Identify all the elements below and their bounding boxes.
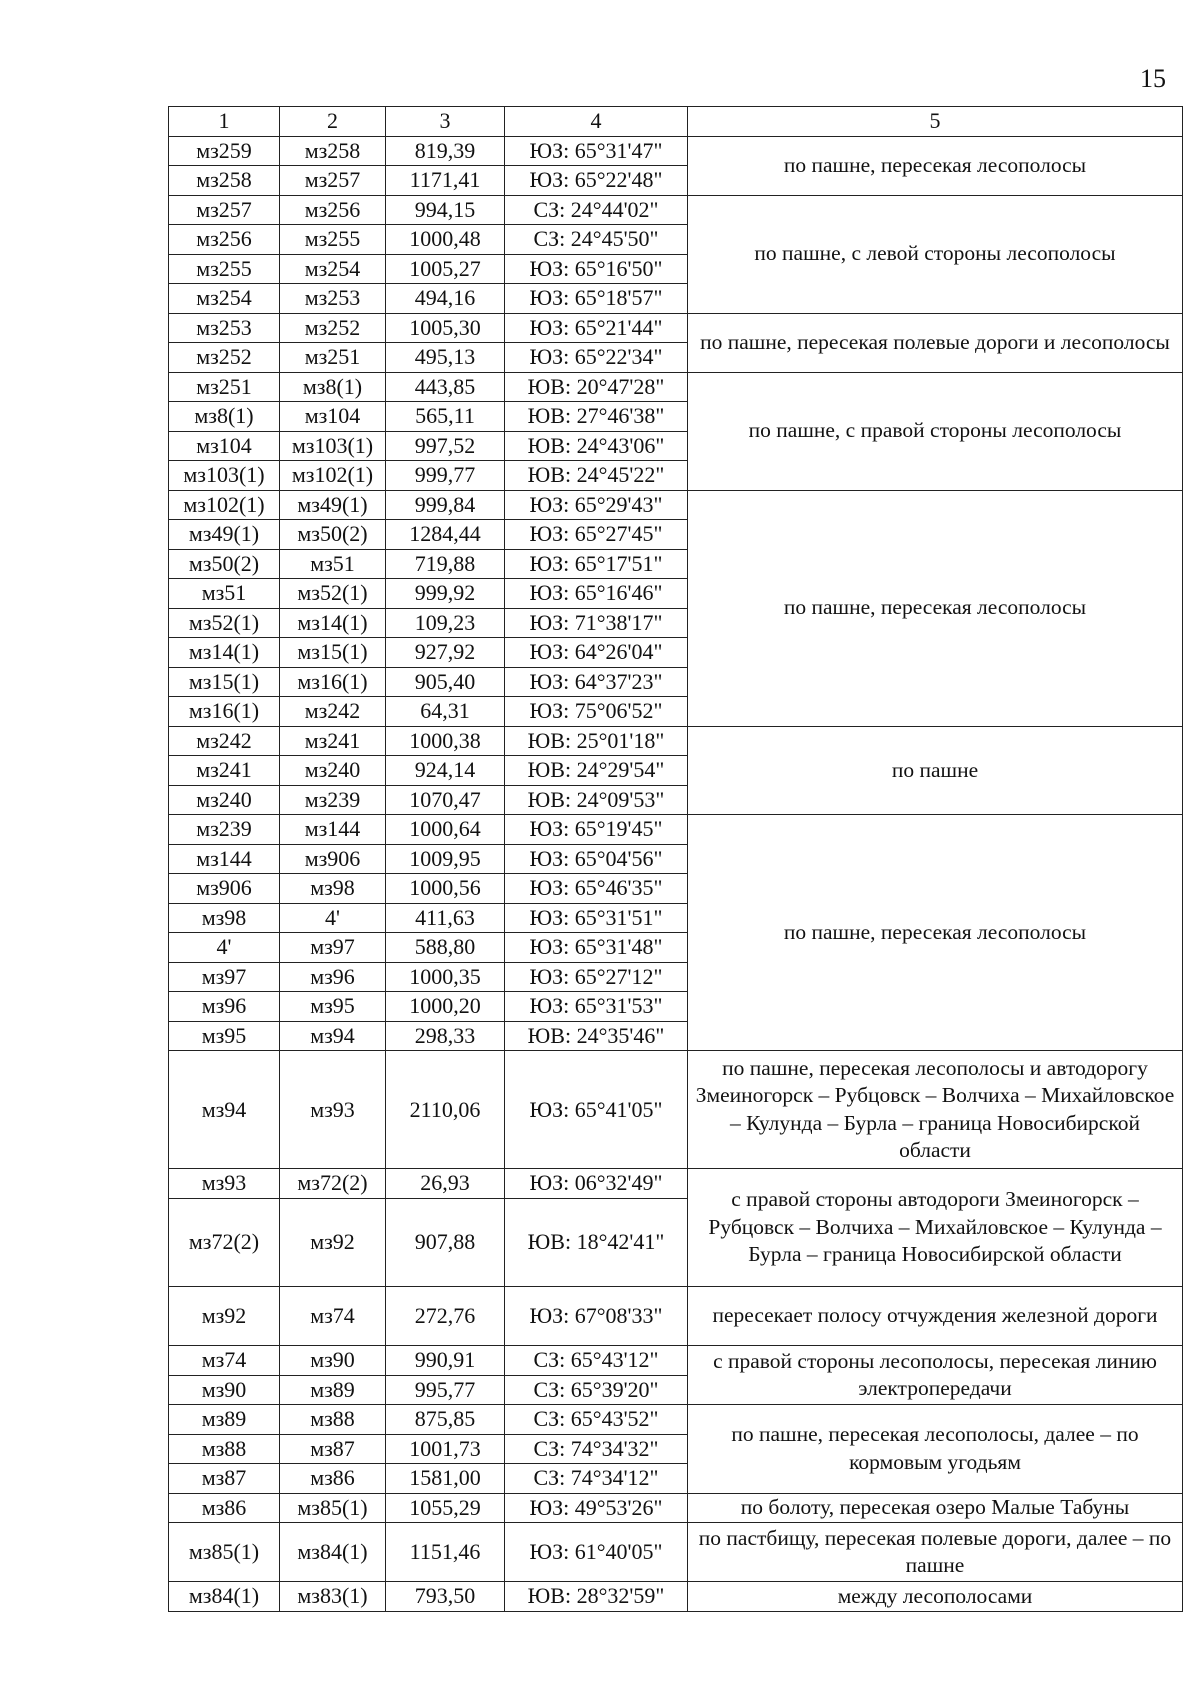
start-point-cell: мз103(1) — [169, 461, 280, 491]
end-point-cell: мз16(1) — [280, 667, 386, 697]
bearing-cell: ЮЗ: 64°37'23" — [505, 667, 688, 697]
route-description-cell: по пашне — [688, 726, 1183, 815]
start-point-cell: мз94 — [169, 1051, 280, 1169]
length-cell: 2110,06 — [386, 1051, 505, 1169]
bearing-cell: ЮЗ: 49°53'26" — [505, 1493, 688, 1523]
bearing-cell: ЮЗ: 65°27'45" — [505, 520, 688, 550]
start-point-cell: мз86 — [169, 1493, 280, 1523]
length-cell: 443,85 — [386, 372, 505, 402]
end-point-cell: 4' — [280, 903, 386, 933]
end-point-cell: мз87 — [280, 1434, 386, 1464]
end-point-cell: мз92 — [280, 1198, 386, 1287]
bearing-cell: ЮВ: 25°01'18" — [505, 726, 688, 756]
end-point-cell: мз50(2) — [280, 520, 386, 550]
start-point-cell: мз242 — [169, 726, 280, 756]
table-row — [169, 313, 1183, 343]
end-point-cell: мз256 — [280, 195, 386, 225]
start-point-cell: мз253 — [169, 313, 280, 343]
length-cell: 1151,46 — [386, 1523, 505, 1582]
start-point-cell: мз259 — [169, 136, 280, 166]
start-point-cell: мз89 — [169, 1405, 280, 1435]
end-point-cell: мз251 — [280, 343, 386, 373]
table-body — [169, 136, 1183, 1611]
route-description-cell: с правой стороны автодороги Змеиногорск – Рубцовск – Волчиха – Михайловское – Кулунда – Бурла – граница Новосибирской области — [688, 1169, 1183, 1287]
start-point-cell: мз14(1) — [169, 638, 280, 668]
table-row — [169, 1582, 1183, 1612]
bearing-cell: ЮЗ: 65°16'46" — [505, 579, 688, 609]
bearing-cell: ЮЗ: 65°22'48" — [505, 166, 688, 196]
length-cell: 1055,29 — [386, 1493, 505, 1523]
table-row — [169, 1287, 1183, 1346]
start-point-cell: 4' — [169, 933, 280, 963]
length-cell: 819,39 — [386, 136, 505, 166]
end-point-cell: мз257 — [280, 166, 386, 196]
start-point-cell: мз144 — [169, 844, 280, 874]
bearing-cell: ЮЗ: 65°19'45" — [505, 815, 688, 845]
route-description-cell: между лесополосами — [688, 1582, 1183, 1612]
table-row — [169, 136, 1183, 166]
route-description-cell: с правой стороны лесополосы, пересекая линию электропередачи — [688, 1346, 1183, 1405]
start-point-cell: мз102(1) — [169, 490, 280, 520]
end-point-cell: мз242 — [280, 697, 386, 727]
length-cell: 793,50 — [386, 1582, 505, 1612]
end-point-cell: мз239 — [280, 785, 386, 815]
length-cell: 1070,47 — [386, 785, 505, 815]
bearing-cell: ЮВ: 24°43'06" — [505, 431, 688, 461]
length-cell: 64,31 — [386, 697, 505, 727]
length-cell: 1000,35 — [386, 962, 505, 992]
start-point-cell: мз85(1) — [169, 1523, 280, 1582]
start-point-cell: мз84(1) — [169, 1582, 280, 1612]
table-row — [169, 1493, 1183, 1523]
length-cell: 1000,48 — [386, 225, 505, 255]
length-cell: 1000,38 — [386, 726, 505, 756]
length-cell: 1000,64 — [386, 815, 505, 845]
bearing-cell: ЮВ: 24°29'54" — [505, 756, 688, 786]
table-row — [169, 195, 1183, 225]
length-cell: 1009,95 — [386, 844, 505, 874]
length-cell: 999,84 — [386, 490, 505, 520]
bearing-cell: ЮЗ: 06°32'49" — [505, 1169, 688, 1199]
table-row — [169, 1405, 1183, 1435]
start-point-cell: мз51 — [169, 579, 280, 609]
end-point-cell: мз8(1) — [280, 372, 386, 402]
length-cell: 924,14 — [386, 756, 505, 786]
length-cell: 1581,00 — [386, 1464, 505, 1494]
bearing-cell: ЮВ: 24°35'46" — [505, 1021, 688, 1051]
length-cell: 994,15 — [386, 195, 505, 225]
bearing-cell: ЮЗ: 65°31'48" — [505, 933, 688, 963]
end-point-cell: мз51 — [280, 549, 386, 579]
end-point-cell: мз253 — [280, 284, 386, 314]
length-cell: 411,63 — [386, 903, 505, 933]
end-point-cell: мз144 — [280, 815, 386, 845]
start-point-cell: мз258 — [169, 166, 280, 196]
end-point-cell: мз98 — [280, 874, 386, 904]
end-point-cell: мз258 — [280, 136, 386, 166]
bearing-cell: ЮЗ: 65°29'43" — [505, 490, 688, 520]
end-point-cell: мз95 — [280, 992, 386, 1022]
bearing-cell: ЮВ: 18°42'41" — [505, 1198, 688, 1287]
header-cell: 4 — [505, 107, 688, 137]
bearing-cell: СЗ: 65°39'20" — [505, 1375, 688, 1405]
end-point-cell: мз89 — [280, 1375, 386, 1405]
length-cell: 999,77 — [386, 461, 505, 491]
length-cell: 1005,30 — [386, 313, 505, 343]
start-point-cell: мз254 — [169, 284, 280, 314]
length-cell: 875,85 — [386, 1405, 505, 1435]
end-point-cell: мз88 — [280, 1405, 386, 1435]
route-description-cell: по пашне, с правой стороны лесополосы — [688, 372, 1183, 490]
table-row — [169, 1523, 1183, 1582]
end-point-cell: мз97 — [280, 933, 386, 963]
start-point-cell: мз52(1) — [169, 608, 280, 638]
length-cell: 26,93 — [386, 1169, 505, 1199]
length-cell: 907,88 — [386, 1198, 505, 1287]
header-cell: 3 — [386, 107, 505, 137]
end-point-cell: мз102(1) — [280, 461, 386, 491]
bearing-cell: ЮЗ: 65°31'51" — [505, 903, 688, 933]
page-number: 15 — [1140, 64, 1166, 93]
boundary-table — [168, 106, 1183, 1612]
end-point-cell: мз49(1) — [280, 490, 386, 520]
end-point-cell: мз94 — [280, 1021, 386, 1051]
length-cell: 995,77 — [386, 1375, 505, 1405]
bearing-cell: ЮВ: 27°46'38" — [505, 402, 688, 432]
end-point-cell: мз241 — [280, 726, 386, 756]
route-description-cell: по пашне, пересекая лесополосы — [688, 136, 1183, 195]
bearing-cell: СЗ: 65°43'12" — [505, 1346, 688, 1376]
end-point-cell: мз86 — [280, 1464, 386, 1494]
start-point-cell: мз252 — [169, 343, 280, 373]
header-cell: 5 — [688, 107, 1183, 137]
start-point-cell: мз87 — [169, 1464, 280, 1494]
table-row — [169, 1346, 1183, 1376]
start-point-cell: мз8(1) — [169, 402, 280, 432]
end-point-cell: мз240 — [280, 756, 386, 786]
bearing-cell: ЮВ: 20°47'28" — [505, 372, 688, 402]
table-row — [169, 1051, 1183, 1169]
length-cell: 905,40 — [386, 667, 505, 697]
bearing-cell: ЮЗ: 64°26'04" — [505, 638, 688, 668]
bearing-cell: ЮЗ: 71°38'17" — [505, 608, 688, 638]
start-point-cell: мз95 — [169, 1021, 280, 1051]
bearing-cell: СЗ: 24°44'02" — [505, 195, 688, 225]
bearing-cell: ЮЗ: 65°21'44" — [505, 313, 688, 343]
end-point-cell: мз252 — [280, 313, 386, 343]
length-cell: 588,80 — [386, 933, 505, 963]
start-point-cell: мз96 — [169, 992, 280, 1022]
route-description-cell: по пашне, пересекая лесополосы, далее – по кормовым угодьям — [688, 1405, 1183, 1494]
start-point-cell: мз257 — [169, 195, 280, 225]
table-row — [169, 815, 1183, 845]
end-point-cell: мз52(1) — [280, 579, 386, 609]
length-cell: 494,16 — [386, 284, 505, 314]
route-description-cell: по пастбищу, пересекая полевые дороги, далее – по пашне — [688, 1523, 1183, 1582]
end-point-cell: мз255 — [280, 225, 386, 255]
start-point-cell: мз88 — [169, 1434, 280, 1464]
route-description-cell: по пашне, пересекая лесополосы и автодорогу Змеиногорск – Рубцовск – Волчиха – Михайловское – Кулунда – Бурла – граница Новосибирской области — [688, 1051, 1183, 1169]
end-point-cell: мз104 — [280, 402, 386, 432]
length-cell: 565,11 — [386, 402, 505, 432]
route-description-cell: по пашне, с левой стороны лесополосы — [688, 195, 1183, 313]
end-point-cell: мз906 — [280, 844, 386, 874]
length-cell: 109,23 — [386, 608, 505, 638]
table-row — [169, 372, 1183, 402]
length-cell: 927,92 — [386, 638, 505, 668]
bearing-cell: ЮЗ: 65°16'50" — [505, 254, 688, 284]
route-description-cell: пересекает полосу отчуждения железной дороги — [688, 1287, 1183, 1346]
bearing-cell: ЮВ: 24°09'53" — [505, 785, 688, 815]
end-point-cell: мз15(1) — [280, 638, 386, 668]
bearing-cell: ЮЗ: 65°17'51" — [505, 549, 688, 579]
length-cell: 1005,27 — [386, 254, 505, 284]
start-point-cell: мз90 — [169, 1375, 280, 1405]
bearing-cell: ЮЗ: 67°08'33" — [505, 1287, 688, 1346]
bearing-cell: ЮВ: 24°45'22" — [505, 461, 688, 491]
bearing-cell: ЮЗ: 65°31'53" — [505, 992, 688, 1022]
route-description-cell: по пашне, пересекая полевые дороги и лесополосы — [688, 313, 1183, 372]
length-cell: 1001,73 — [386, 1434, 505, 1464]
length-cell: 298,33 — [386, 1021, 505, 1051]
start-point-cell: мз251 — [169, 372, 280, 402]
start-point-cell: мз92 — [169, 1287, 280, 1346]
start-point-cell: мз74 — [169, 1346, 280, 1376]
end-point-cell: мз93 — [280, 1051, 386, 1169]
start-point-cell: мз16(1) — [169, 697, 280, 727]
bearing-cell: ЮЗ: 65°22'34" — [505, 343, 688, 373]
length-cell: 990,91 — [386, 1346, 505, 1376]
header-row — [169, 107, 1183, 137]
start-point-cell: мз104 — [169, 431, 280, 461]
start-point-cell: мз50(2) — [169, 549, 280, 579]
length-cell: 1000,56 — [386, 874, 505, 904]
start-point-cell: мз241 — [169, 756, 280, 786]
end-point-cell: мз85(1) — [280, 1493, 386, 1523]
start-point-cell: мз98 — [169, 903, 280, 933]
bearing-cell: ЮЗ: 65°04'56" — [505, 844, 688, 874]
header-cell: 1 — [169, 107, 280, 137]
start-point-cell: мз256 — [169, 225, 280, 255]
start-point-cell: мз49(1) — [169, 520, 280, 550]
length-cell: 495,13 — [386, 343, 505, 373]
end-point-cell: мз103(1) — [280, 431, 386, 461]
end-point-cell: мз72(2) — [280, 1169, 386, 1199]
length-cell: 1284,44 — [386, 520, 505, 550]
bearing-cell: ЮЗ: 65°18'57" — [505, 284, 688, 314]
end-point-cell: мз83(1) — [280, 1582, 386, 1612]
start-point-cell: мз72(2) — [169, 1198, 280, 1287]
length-cell: 999,92 — [386, 579, 505, 609]
table-row — [169, 490, 1183, 520]
end-point-cell: мз254 — [280, 254, 386, 284]
route-description-cell: по болоту, пересекая озеро Малые Табуны — [688, 1493, 1183, 1523]
start-point-cell: мз255 — [169, 254, 280, 284]
bearing-cell: ЮЗ: 65°46'35" — [505, 874, 688, 904]
length-cell: 1000,20 — [386, 992, 505, 1022]
length-cell: 997,52 — [386, 431, 505, 461]
start-point-cell: мз240 — [169, 785, 280, 815]
end-point-cell: мз84(1) — [280, 1523, 386, 1582]
start-point-cell: мз239 — [169, 815, 280, 845]
table-row — [169, 1169, 1183, 1199]
bearing-cell: ЮЗ: 75°06'52" — [505, 697, 688, 727]
bearing-cell: СЗ: 65°43'52" — [505, 1405, 688, 1435]
route-description-cell: по пашне, пересекая лесополосы — [688, 815, 1183, 1051]
end-point-cell: мз90 — [280, 1346, 386, 1376]
bearing-cell: СЗ: 24°45'50" — [505, 225, 688, 255]
bearing-cell: СЗ: 74°34'32" — [505, 1434, 688, 1464]
bearing-cell: СЗ: 74°34'12" — [505, 1464, 688, 1494]
bearing-cell: ЮЗ: 65°41'05" — [505, 1051, 688, 1169]
table-row — [169, 726, 1183, 756]
header-cell: 2 — [280, 107, 386, 137]
length-cell: 272,76 — [386, 1287, 505, 1346]
bearing-cell: ЮЗ: 65°27'12" — [505, 962, 688, 992]
start-point-cell: мз97 — [169, 962, 280, 992]
start-point-cell: мз906 — [169, 874, 280, 904]
route-description-cell: по пашне, пересекая лесополосы — [688, 490, 1183, 726]
start-point-cell: мз15(1) — [169, 667, 280, 697]
length-cell: 719,88 — [386, 549, 505, 579]
length-cell: 1171,41 — [386, 166, 505, 196]
end-point-cell: мз96 — [280, 962, 386, 992]
end-point-cell: мз74 — [280, 1287, 386, 1346]
end-point-cell: мз14(1) — [280, 608, 386, 638]
bearing-cell: ЮЗ: 65°31'47" — [505, 136, 688, 166]
bearing-cell: ЮВ: 28°32'59" — [505, 1582, 688, 1612]
bearing-cell: ЮЗ: 61°40'05" — [505, 1523, 688, 1582]
start-point-cell: мз93 — [169, 1169, 280, 1199]
